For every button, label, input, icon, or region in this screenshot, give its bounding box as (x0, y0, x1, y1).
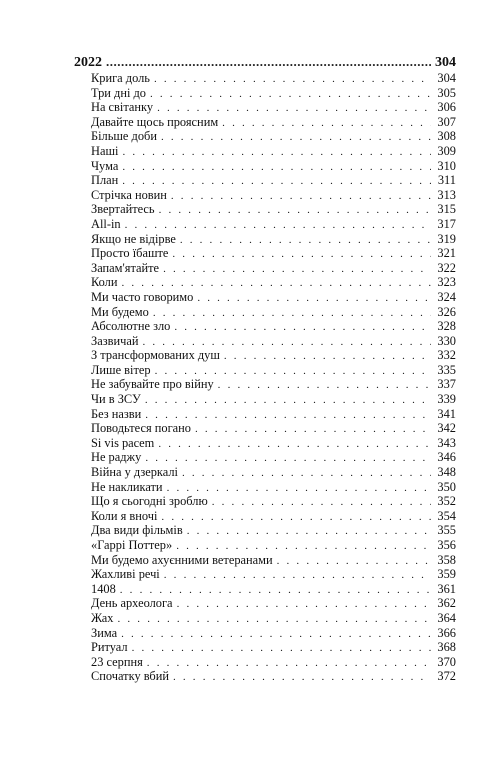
toc-entry (91, 290, 456, 305)
toc-entry-page-number: 350 (437, 479, 456, 494)
dot-leader (222, 116, 431, 131)
dot-leader (187, 524, 431, 539)
toc-entry-page-number: 315 (437, 202, 456, 217)
toc-entry-title: Звертайтесь (91, 202, 155, 217)
toc-entry-page-number: 307 (437, 114, 456, 129)
toc-entry (91, 611, 456, 626)
toc-entry (91, 319, 456, 334)
toc-entry-page-number: 322 (437, 260, 456, 275)
dot-leader (150, 87, 431, 102)
toc-entry-title: Не забувайте про війну (91, 377, 214, 392)
toc-entry-title: Зима (91, 625, 118, 640)
toc-entry (91, 348, 456, 363)
toc-entry-page-number: 348 (437, 465, 456, 480)
toc-entry-title: Si vis pacem (91, 435, 155, 450)
section-page-number: 304 (435, 55, 456, 70)
dot-leader (155, 364, 431, 379)
toc-entry-page-number: 324 (437, 289, 456, 304)
toc-entry-page-number: 313 (437, 187, 456, 202)
toc-entry-page-number: 362 (437, 596, 456, 611)
toc-entry (91, 305, 456, 320)
toc-entry-page-number: 306 (437, 100, 456, 115)
toc-entry-list (74, 71, 456, 684)
dot-leader (172, 247, 431, 262)
dot-leader (163, 262, 431, 277)
dot-leader (167, 481, 431, 496)
dot-leader (173, 670, 431, 685)
toc-entry-page-number: 355 (437, 523, 456, 538)
toc-entry (91, 129, 456, 144)
toc-entry-page-number: 311 (437, 173, 456, 188)
section-heading (74, 53, 456, 71)
toc-entry (91, 480, 456, 495)
toc-entry-title: Не раджу (91, 450, 142, 465)
toc-entry-page-number: 339 (437, 392, 456, 407)
toc-entry-title: Жах (91, 610, 114, 625)
toc-entry-page-number: 330 (437, 333, 456, 348)
toc-entry-page-number: 305 (437, 85, 456, 100)
dot-leader (277, 554, 431, 569)
toc-entry (91, 640, 456, 655)
toc-entry (91, 275, 456, 290)
dot-leader (212, 495, 431, 510)
toc-entry-page-number: 372 (437, 669, 456, 684)
toc-entry-page-number: 304 (437, 71, 456, 85)
toc-entry (91, 334, 456, 349)
toc-entry (91, 115, 456, 130)
toc-entry-title: На світанку (91, 100, 154, 115)
toc-entry (91, 188, 456, 203)
toc-entry (91, 217, 456, 232)
toc-entry-page-number: 343 (437, 435, 456, 450)
toc-entry (91, 669, 456, 684)
toc-entry (91, 655, 456, 670)
toc-entry-page-number: 308 (437, 129, 456, 144)
toc-entry (91, 261, 456, 276)
dot-leader (121, 627, 431, 642)
toc-entry-page-number: 326 (437, 304, 456, 319)
toc-entry (91, 86, 456, 101)
dot-leader (224, 349, 431, 364)
toc-entry-page-number: 323 (437, 275, 456, 290)
dot-leader (157, 101, 431, 116)
toc-entry (91, 71, 456, 86)
toc-entry-title: Без назви (91, 406, 142, 421)
toc-entry-title: День археолога (91, 596, 173, 611)
toc-entry-title: Ми часто говоримо (91, 289, 194, 304)
toc-entry-page-number: 359 (437, 567, 456, 582)
dot-leader (118, 612, 432, 627)
toc-entry (91, 553, 456, 568)
dot-leader (125, 218, 431, 233)
toc-entry-title: Більше доби (91, 129, 157, 144)
toc-entry-page-number: 310 (437, 158, 456, 173)
dot-leader (159, 203, 431, 218)
toc-entry-page-number: 370 (437, 654, 456, 669)
toc-entry-title: Давайте щось проясним (91, 114, 219, 129)
dot-leader (132, 641, 431, 656)
toc-entry-title: Ритуал (91, 640, 128, 655)
toc-entry-page-number: 317 (437, 216, 456, 231)
toc-entry-page-number: 335 (437, 362, 456, 377)
toc-entry (91, 596, 456, 611)
dot-leader (180, 233, 431, 248)
dot-leader (158, 437, 431, 452)
toc-entry-title: Поводьтеся погано (91, 421, 191, 436)
toc-entry-title: Лише вітер (91, 362, 151, 377)
toc-entry-title: Жахливі речі (91, 567, 160, 582)
toc-entry-title: Коли я вночі (91, 508, 158, 523)
dot-leader (161, 130, 431, 145)
toc-entry (91, 436, 456, 451)
toc-entry-title: Два види фільмів (91, 523, 183, 538)
toc-entry (91, 202, 456, 217)
table-of-contents (74, 53, 456, 684)
toc-entry (91, 363, 456, 378)
toc-entry (91, 494, 456, 509)
toc-entry-title: Коли (91, 275, 118, 290)
toc-entry (91, 523, 456, 538)
toc-entry (91, 377, 456, 392)
toc-entry-page-number: 366 (437, 625, 456, 640)
dot-leader (122, 276, 432, 291)
toc-entry (91, 173, 456, 188)
toc-entry-page-number: 361 (437, 581, 456, 596)
dot-leader (182, 466, 431, 481)
toc-entry-title: Стрічка новин (91, 187, 167, 202)
toc-entry-title: Що я сьогодні зроблю (91, 494, 208, 509)
toc-entry-title: Не накликати (91, 479, 163, 494)
dot-leader (161, 510, 431, 525)
toc-entry (91, 159, 456, 174)
toc-entry-title: План (91, 173, 119, 188)
toc-entry-title: Війна у дзеркалі (91, 465, 178, 480)
toc-entry-page-number: 368 (437, 640, 456, 655)
toc-entry-title: Просто їбаште (91, 246, 169, 261)
toc-entry-title: Абсолютне зло (91, 319, 171, 334)
toc-entry-page-number: 328 (437, 319, 456, 334)
toc-entry-page-number: 346 (437, 450, 456, 465)
toc-entry-page-number: 321 (437, 246, 456, 261)
toc-entry-title: 1408 (91, 581, 116, 596)
toc-entry (91, 144, 456, 159)
toc-entry-page-number: 309 (437, 143, 456, 158)
toc-entry-title: Ми будемо (91, 304, 149, 319)
toc-entry (91, 421, 456, 436)
dot-leader (164, 568, 431, 583)
toc-entry-title: З трансформованих душ (91, 348, 220, 363)
dot-leader (106, 53, 431, 71)
toc-entry-page-number: 356 (437, 538, 456, 552)
dot-leader (218, 378, 431, 393)
toc-entry-page-number: 358 (437, 552, 456, 567)
toc-entry (91, 246, 456, 261)
toc-entry (91, 407, 456, 422)
dot-leader (153, 306, 431, 321)
toc-entry-page-number: 332 (437, 348, 456, 363)
toc-entry-page-number: 342 (437, 421, 456, 436)
toc-entry-title: «Гаррі Поттер» (91, 538, 173, 552)
toc-entry-title: Спочатку вбий (91, 669, 169, 684)
toc-entry-title: Крига доль (91, 71, 150, 85)
toc-entry-title: Чума (91, 158, 119, 173)
dot-leader (177, 597, 431, 612)
toc-entry-title: Ми будемо ахуєнними ветеранами (91, 552, 273, 567)
dot-leader (145, 451, 431, 466)
toc-entry (91, 509, 456, 524)
dot-leader (197, 291, 431, 306)
toc-entry-title: Зазвичай (91, 333, 139, 348)
toc-entry-title: 23 серпня (91, 654, 143, 669)
toc-entry-page-number: 319 (437, 231, 456, 246)
toc-entry (91, 538, 456, 553)
dot-leader (122, 174, 431, 189)
toc-entry-title: All-in (91, 216, 121, 231)
toc-entry-page-number: 354 (437, 508, 456, 523)
dot-leader (120, 583, 431, 598)
dot-leader (147, 656, 431, 671)
dot-leader (171, 189, 431, 204)
dot-leader (145, 393, 431, 408)
toc-entry-page-number: 364 (437, 610, 456, 625)
toc-entry-page-number: 341 (437, 406, 456, 421)
dot-leader (142, 335, 431, 350)
toc-entry-title: Три дні до (91, 85, 146, 100)
toc-entry (91, 100, 456, 115)
toc-entry (91, 392, 456, 407)
dot-leader (122, 145, 431, 160)
toc-entry-title: Наші (91, 143, 119, 158)
toc-entry (91, 465, 456, 480)
toc-entry-title: Запам'ятайте (91, 260, 160, 275)
toc-entry (91, 450, 456, 465)
toc-entry-page-number: 352 (437, 494, 456, 509)
dot-leader (154, 72, 431, 87)
section-title: 2022 (74, 55, 102, 70)
dot-leader (195, 422, 431, 437)
dot-leader (122, 160, 431, 175)
toc-entry-title: Якщо не відірве (91, 231, 176, 246)
dot-leader (145, 408, 431, 423)
toc-entry (91, 567, 456, 582)
toc-entry (91, 582, 456, 597)
toc-entry (91, 232, 456, 247)
toc-entry-title: Чи в ЗСУ (91, 392, 141, 407)
dot-leader (176, 539, 431, 554)
toc-entry-page-number: 337 (437, 377, 456, 392)
toc-entry (91, 626, 456, 641)
dot-leader (174, 320, 431, 335)
